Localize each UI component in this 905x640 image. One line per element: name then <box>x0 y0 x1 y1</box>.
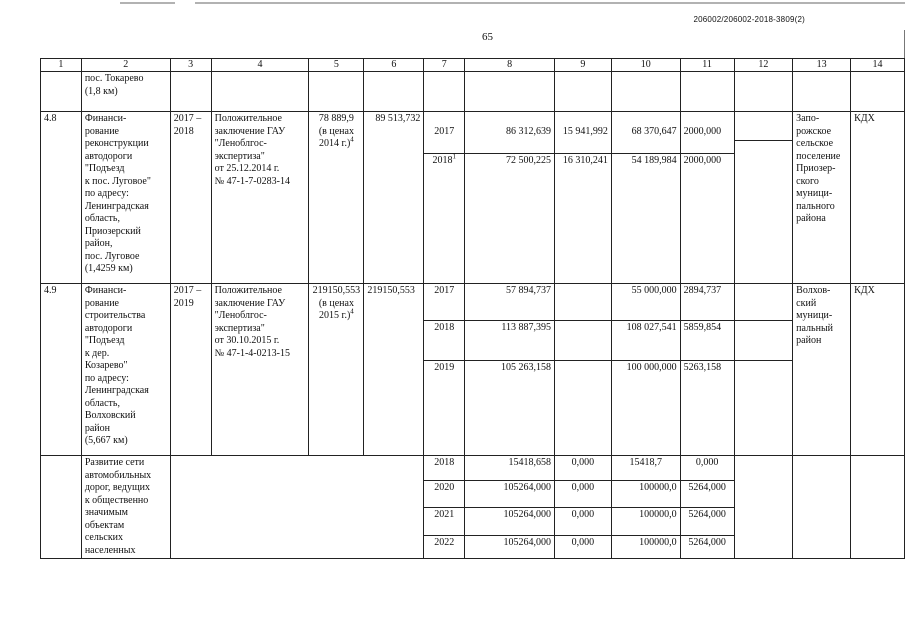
col10-cell: 15418,7 <box>611 456 680 481</box>
col9-cell: 0,000 <box>554 456 611 481</box>
conclusion-cell: Положительное заключение ГАУ "Леноблгос- экспертиза" от 25.12.2014 г. № 47-1-7-0283-14 <box>211 112 309 284</box>
col9-cell <box>554 361 611 456</box>
column-header: 10 <box>611 59 680 72</box>
col12-cell <box>734 321 793 361</box>
year-cell: 2019 <box>424 361 465 456</box>
total-cell: 86 312,639 72 500,225 <box>465 112 555 284</box>
year-cell: 2020 <box>424 481 465 508</box>
customer-cell: Запо- рожское сельское поселение Приозер- ского муници- пального района <box>793 112 851 284</box>
column-header: 5 <box>309 59 364 72</box>
col11-cell: 2000,000 2000,000 <box>680 112 734 284</box>
col11-cell: 5264,000 <box>680 481 734 508</box>
column-header: 14 <box>851 59 905 72</box>
cost-cell: 219150,553 (в ценах 2015 г.)$^4$ <box>309 284 364 456</box>
conclusion-cell: Положительное заключение ГАУ "Леноблгос- экспертиза" от 30.10.2015 г. № 47-1-4-0213-15 <box>211 284 309 456</box>
column-header: 8 <box>465 59 555 72</box>
col10-cell: 100000,0 <box>611 535 680 558</box>
column-header: 11 <box>680 59 734 72</box>
total-cell: 105264,000 <box>465 535 555 558</box>
col10-cell: 68 370,647 54 189,984 <box>611 112 680 284</box>
period-cell: 2017 – 2019 <box>170 284 211 456</box>
col12-cell <box>734 456 793 559</box>
merged-empty-cell <box>170 456 424 559</box>
column-header: 4 <box>211 59 309 72</box>
executor-cell: КДХ <box>851 112 905 284</box>
col9-cell: 0,000 <box>554 508 611 535</box>
section-name-cell: Развитие сети автомобильных дорог, ведущих к общественно значимым объектам сельских населенных <box>81 456 170 559</box>
row-number-cell: 4.8 <box>41 112 82 284</box>
executor-cell: КДХ <box>851 284 905 456</box>
col6-cell: 89 513,732 <box>364 112 424 284</box>
customer-cell: Волхов- ский муници- пальный район <box>793 284 851 456</box>
column-header: 3 <box>170 59 211 72</box>
column-header: 13 <box>793 59 851 72</box>
col11-cell: 5263,158 <box>680 361 734 456</box>
total-cell: 113 887,395 <box>465 321 555 361</box>
column-header: 9 <box>554 59 611 72</box>
column-header: 1 <box>41 59 82 72</box>
cost-cell: 78 889,9 (в ценах 2014 г.)$^4$ <box>309 112 364 284</box>
total-cell: 15418,658 <box>465 456 555 481</box>
program-table <box>40 58 905 559</box>
row-number-cell: 4.9 <box>41 284 82 456</box>
col12-cell <box>734 112 793 284</box>
col12-cell <box>734 284 793 321</box>
table-row <box>41 72 905 112</box>
col12-cell <box>734 361 793 456</box>
col9-cell <box>554 284 611 321</box>
year-cell: 2018 <box>424 321 465 361</box>
year-cell: 2022 <box>424 535 465 558</box>
col11-cell: 0,000 <box>680 456 734 481</box>
column-header: 7 <box>424 59 465 72</box>
table-row <box>41 284 905 321</box>
col10-cell: 100 000,000 <box>611 361 680 456</box>
page-number: 65 <box>482 31 493 43</box>
col6-cell: 219150,553 <box>364 284 424 456</box>
total-cell: 105 263,158 <box>465 361 555 456</box>
col10-cell: 100000,0 <box>611 508 680 535</box>
year-cell: 2017 <box>424 284 465 321</box>
object-name-cell: пос. Токарево (1,8 км) <box>81 72 170 112</box>
document-code: 206002/206002-2018-3809(2) <box>693 15 805 24</box>
total-cell: 57 894,737 <box>465 284 555 321</box>
col11-cell: 5264,000 <box>680 535 734 558</box>
total-cell: 105264,000 <box>465 481 555 508</box>
col10-cell: 100000,0 <box>611 481 680 508</box>
column-header: 12 <box>734 59 793 72</box>
table-row <box>41 112 905 284</box>
col11-cell: 2894,737 <box>680 284 734 321</box>
col11-cell: 5859,854 <box>680 321 734 361</box>
col9-cell: 0,000 <box>554 535 611 558</box>
period-cell: 2017 – 2018 <box>170 112 211 284</box>
top-scan-line <box>0 0 905 6</box>
year-cell: 2017 2018$^1$ <box>424 112 465 284</box>
col11-cell: 5264,000 <box>680 508 734 535</box>
table-row <box>41 456 905 481</box>
year-cell: 2021 <box>424 508 465 535</box>
object-name-cell: Финанси- рование реконструкции автодороги "Подъезд к пос. Луговое" по адресу: Ленинградская область, Приозерский район, пос. Луговое (1,4259 км) <box>81 112 170 284</box>
col9-cell <box>554 321 611 361</box>
col10-cell: 55 000,000 <box>611 284 680 321</box>
col9-cell: 15 941,992 16 310,241 <box>554 112 611 284</box>
object-name-cell: Финанси- рование строительства автодороги "Подъезд к дер. Козарево" по адресу: Ленинградская область, Волховский район (5,667 км) <box>81 284 170 456</box>
column-number-row <box>41 59 905 72</box>
column-header: 6 <box>364 59 424 72</box>
column-header: 2 <box>81 59 170 72</box>
col10-cell: 108 027,541 <box>611 321 680 361</box>
total-cell: 105264,000 <box>465 508 555 535</box>
year-cell: 2018 <box>424 456 465 481</box>
col9-cell: 0,000 <box>554 481 611 508</box>
